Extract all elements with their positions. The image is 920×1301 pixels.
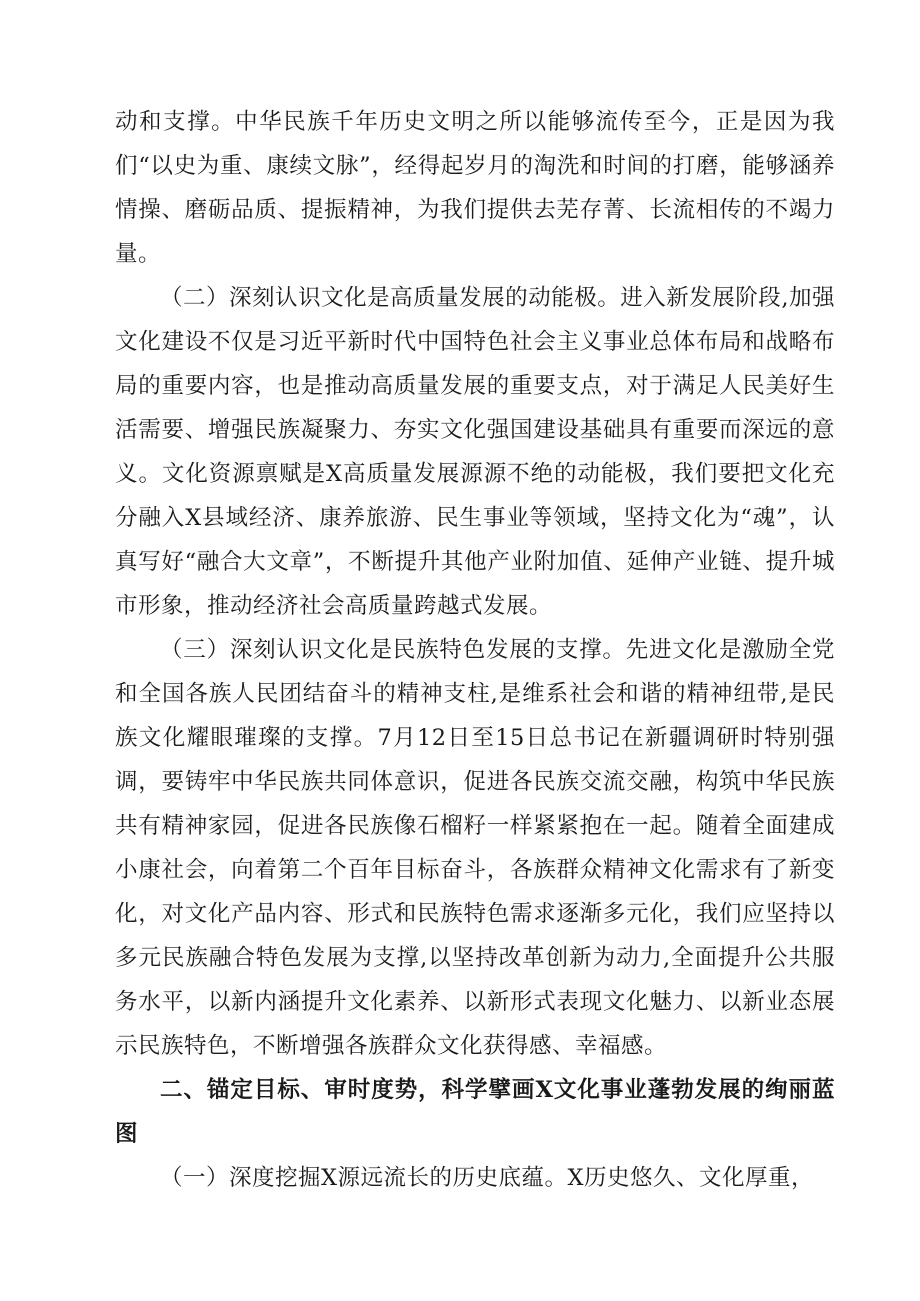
document-body bbox=[115, 100, 835, 1200]
section-heading: 二、锚定目标、审时度势，科学擘画X文化事业蓬勃发展的绚丽蓝图 bbox=[115, 1077, 835, 1147]
paragraph-continuation: 动和支撑。中华民族千年历史文明之所以能够流传至今，正是因为我们“以史为重、康续文脉”，经得起岁月的淘洗和时间的打磨，能够涵养情操、磨砺品质、提振精神，为我们提供去芜存菁、长流相传的不竭力量。 bbox=[115, 109, 835, 267]
paragraph-section-2: （二）深刻认识文化是高质量发展的动能极。进入新发展阶段,加强文化建设不仅是习近平新时代中国特色社会主义事业总体布局和战略布局的重要内容，也是推动高质量发展的重要支点，对于满足人民美好生活需要、增强民族凝聚力、夯实文化强国建设基础具有重要而深远的意义。文化资源禀赋是X高质量发展源源不绝的动能极，我们要把文化充分融入X县域经济、康养旅游、民生事业等领域，坚持文化为“魂”，认真写好“融合大文章”，不断提升其他产业附加值、延伸产业链、提升城市形象，推动经济社会高质量跨越式发展。 bbox=[115, 285, 835, 619]
paragraph-subsection-1: （一）深度挖掘X源远流长的历史底蕴。X历史悠久、文化厚重， bbox=[160, 1165, 815, 1191]
paragraph-section-3: （三）深刻认识文化是民族特色发展的支撑。先进文化是激励全党和全国各族人民团结奋斗的精神支柱,是维系社会和谐的精神纽带,是民族文化耀眼璀璨的支撑。7月12日至15日总书记在新疆调研时特别强调，要铸牢中华民族共同体意识，促进各民族交流交融，构筑中华民族共有精神家园，促进各民族像石榴籽一样紧紧抱在一起。随着全面建成小康社会，向着第二个百年目标奋斗，各族群众精神文化需求有了新变化，对文化产品内容、形式和民族特色需求逐渐多元化，我们应坚持以多元民族融合特色发展为支撑,以坚持改革创新为动力,全面提升公共服务水平，以新内涵提升文化素养、以新形式表现文化魅力、以新业态展示民族特色，不断增强各族群众文化获得感、幸福感。 bbox=[115, 637, 835, 1059]
